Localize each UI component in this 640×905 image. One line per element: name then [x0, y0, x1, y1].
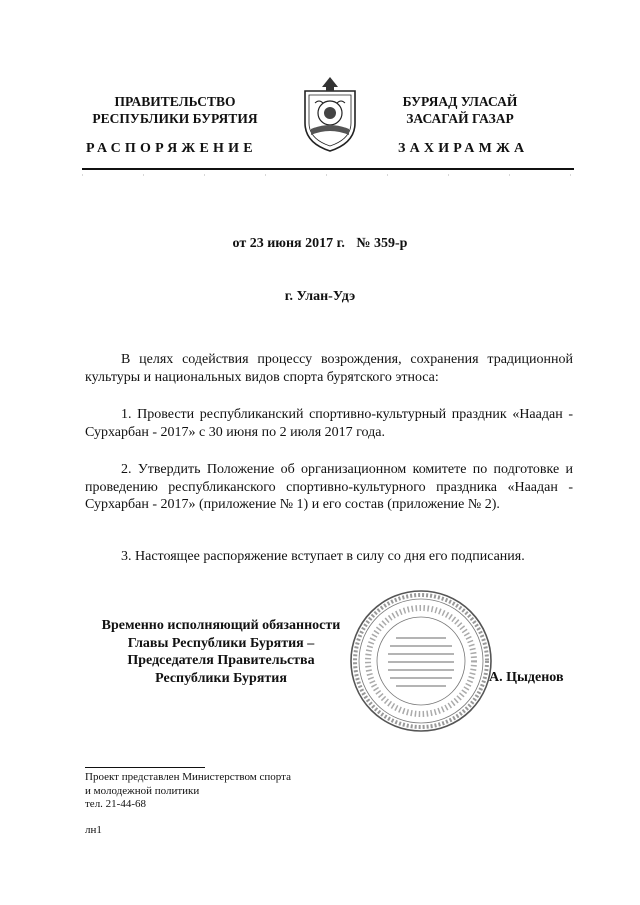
footnote-line2: и молодежной политики: [85, 784, 200, 797]
official-round-seal-icon: [348, 588, 494, 734]
document-number: № 359-р: [356, 236, 408, 251]
footnote-line1: Проект представлен Министерством спорта: [85, 771, 291, 783]
org-name-ru-line2: РЕСПУБЛИКИ БУРЯТИЯ: [92, 111, 258, 126]
paragraph-text: В целях содействия процессу возрождения, сохранения традиционной культуры и национальных видов спорта бурятского этноса:: [85, 352, 573, 385]
org-name-bua-line1: БУРЯАД УЛАСАЙ: [402, 94, 518, 109]
body-paragraph-preamble: [85, 351, 573, 386]
header-dotted-rule: [82, 173, 574, 177]
document-date: от 23 июня 2017 г.: [232, 236, 345, 251]
doctype-bua: ЗАХИРАМЖА: [398, 141, 529, 156]
republic-buryatia-emblem-icon: [297, 73, 363, 153]
body-paragraph-3: [85, 548, 573, 566]
document-code: лн1: [85, 824, 102, 836]
doctype-ru: РАСПОРЯЖЕНИЕ: [86, 141, 257, 156]
paragraph-text: 3. Настоящее распоряжение вступает в силу со дня его подписания.: [121, 549, 525, 564]
body-paragraph-1: [85, 406, 573, 441]
footnote-project-info: [85, 771, 291, 812]
footnote-phone: тел. 21-44-68: [85, 798, 147, 810]
header-left: [80, 93, 270, 127]
signatory-title-line3: Председателя Правительства: [127, 653, 315, 668]
header-divider: [82, 168, 574, 170]
signatory-name: А. Цыденов: [489, 670, 564, 685]
signatory-title-line4: Республики Бурятия: [155, 670, 287, 686]
document-date-number: [0, 236, 640, 252]
org-name-bua-line2: ЗАСАГАЙ ГАЗАР: [406, 111, 514, 126]
body-paragraph-2: [85, 461, 573, 514]
paragraph-text: 2. Утвердить Положение об организационном комитете по подготовке и проведению республиканского спортивно-культурного праздника «Наадан - Сурхарбан - 2017» (приложение № 1) и его состав (приложение № 2).: [85, 462, 573, 512]
footnote-divider: [85, 767, 205, 768]
document-city: г. Улан-Удэ: [284, 289, 356, 304]
org-name-ru-line1: ПРАВИТЕЛЬСТВО: [114, 94, 236, 109]
signatory-title-line2: Главы Республики Бурятия –: [127, 635, 315, 651]
signatory-title-line1: Временно исполняющий обязанности: [101, 618, 341, 633]
paragraph-text: 1. Провести республиканский спортивно-культурный праздник «Наадан - Сурхарбан - 2017» с 30 июня по 2 июля 2017 года.: [85, 407, 573, 440]
signatory-title: [82, 617, 360, 687]
header-right: [365, 93, 555, 127]
